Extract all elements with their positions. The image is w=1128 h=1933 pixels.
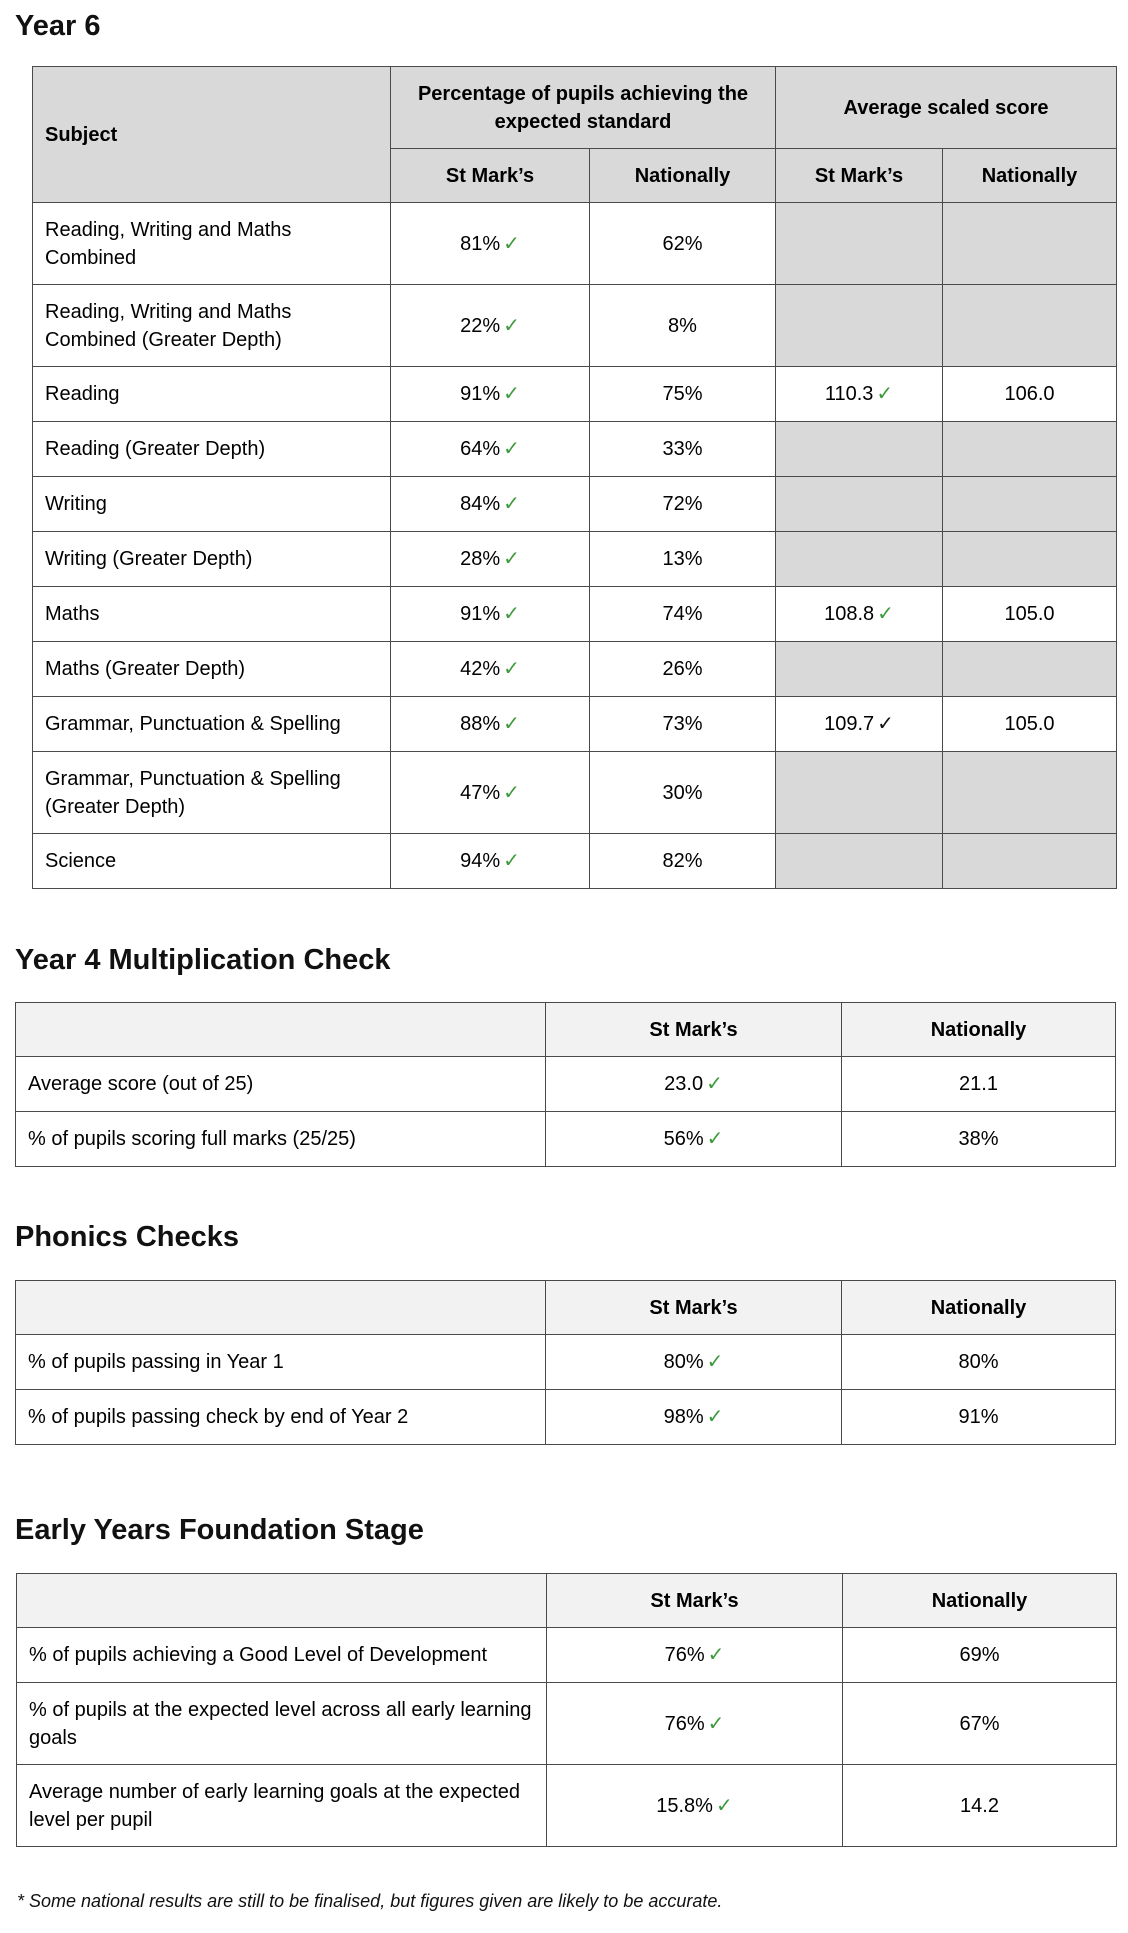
subject-cell: Reading	[33, 367, 391, 422]
nat-cell: 14.2	[843, 1765, 1117, 1847]
empty-cell	[776, 752, 943, 834]
tick-icon: ✓	[503, 232, 520, 255]
empty-cell	[776, 642, 943, 697]
label-cell: % of pupils scoring full marks (25/25)	[16, 1112, 546, 1167]
blank-header	[17, 1574, 547, 1628]
pct-st-cell: 84% ✓	[391, 477, 590, 532]
subject-cell: Reading, Writing and Maths Combined	[33, 203, 391, 285]
empty-cell	[943, 203, 1117, 285]
pct-st-cell: 22% ✓	[391, 285, 590, 367]
pct-nat-cell: 33%	[590, 422, 776, 477]
tick-icon: ✓	[503, 658, 520, 680]
empty-cell	[776, 203, 943, 285]
avg-nat-cell: 105.0	[943, 697, 1117, 752]
mult-table	[15, 1002, 1116, 1167]
subject-header: Subject	[33, 67, 391, 203]
tick-icon: ✓	[503, 603, 520, 625]
pct-group-header: Percentage of pupils achieving the expected standard	[391, 67, 776, 149]
table-row	[33, 532, 1117, 587]
pct-st-cell: 28% ✓	[391, 532, 590, 587]
pct-nat-cell: 74%	[590, 587, 776, 642]
year6-table	[32, 66, 1117, 889]
pct-nat-cell: 26%	[590, 642, 776, 697]
pct-st-cell: 88% ✓	[391, 697, 590, 752]
st-cell: 56% ✓	[546, 1112, 842, 1167]
subject-cell: Grammar, Punctuation & Spelling (Greater Depth)	[33, 752, 391, 834]
table-row	[17, 1683, 1117, 1765]
pct-st-cell: 91% ✓	[391, 587, 590, 642]
table-row	[17, 1628, 1117, 1683]
tick-icon: ✓	[503, 314, 520, 337]
pct-st-cell: 42% ✓	[391, 642, 590, 697]
nationally-header: Nationally	[843, 1574, 1117, 1628]
nat-cell: 67%	[843, 1683, 1117, 1765]
empty-cell	[776, 285, 943, 367]
st-marks-header: St Mark’s	[546, 1281, 842, 1335]
pct-st-cell: 91% ✓	[391, 367, 590, 422]
mult-heading: Year 4 Multiplication Check	[15, 944, 391, 976]
empty-cell	[776, 477, 943, 532]
tick-icon: ✓	[503, 850, 520, 872]
nat-cell: 38%	[842, 1112, 1116, 1167]
phonics-table	[15, 1280, 1116, 1445]
avg-st-cell: 110.3 ✓	[776, 367, 943, 422]
table-row	[33, 203, 1117, 285]
tick-icon: ✓	[707, 1644, 725, 1666]
table-row	[16, 1335, 1116, 1390]
pct-nat-cell: 30%	[590, 752, 776, 834]
subject-cell: Maths (Greater Depth)	[33, 642, 391, 697]
table-row	[33, 834, 1117, 889]
empty-cell	[943, 532, 1117, 587]
table-row	[33, 285, 1117, 367]
avg-st-cell: 109.7 ✓	[776, 697, 943, 752]
table-row	[33, 477, 1117, 532]
table-row	[17, 1765, 1117, 1847]
empty-cell	[943, 285, 1117, 367]
nat-cell: 21.1	[842, 1057, 1116, 1112]
pct-nat-cell: 13%	[590, 532, 776, 587]
eyfs-table	[16, 1573, 1117, 1847]
tick-icon: ✓	[503, 781, 520, 804]
st-marks-header: St Mark’s	[547, 1574, 843, 1628]
tick-icon: ✓	[706, 1128, 724, 1150]
empty-cell	[776, 834, 943, 889]
label-cell: Average number of early learning goals at the expected level per pupil	[17, 1765, 547, 1847]
subject-cell: Grammar, Punctuation & Spelling	[33, 697, 391, 752]
phonics-heading: Phonics Checks	[15, 1221, 240, 1253]
nationally-header: Nationally	[842, 1281, 1116, 1335]
tick-icon: ✓	[503, 383, 520, 405]
pct-st-cell: 81% ✓	[391, 203, 590, 285]
table-row	[33, 367, 1117, 422]
pct-nat-cell: 72%	[590, 477, 776, 532]
st-cell: 76% ✓	[547, 1683, 843, 1765]
tick-icon: ✓	[877, 603, 894, 625]
table-row	[33, 642, 1117, 697]
table-row	[33, 752, 1117, 834]
empty-cell	[943, 642, 1117, 697]
tick-icon: ✓	[876, 383, 894, 405]
subject-cell: Writing	[33, 477, 391, 532]
table-row	[33, 587, 1117, 642]
pct-st-cell: 94% ✓	[391, 834, 590, 889]
avg-nat-cell: 105.0	[943, 587, 1117, 642]
table-row	[16, 1390, 1116, 1445]
label-cell: % of pupils achieving a Good Level of Development	[17, 1628, 547, 1683]
avg-st-marks-header: St Mark’s	[776, 149, 943, 203]
table-row	[16, 1112, 1116, 1167]
pct-nat-cell: 73%	[590, 697, 776, 752]
subject-cell: Reading, Writing and Maths Combined (Greater Depth)	[33, 285, 391, 367]
tick-icon: ✓	[503, 548, 520, 570]
table-row	[33, 697, 1117, 752]
st-cell: 98% ✓	[546, 1390, 842, 1445]
subject-cell: Science	[33, 834, 391, 889]
tick-icon: ✓	[706, 1073, 723, 1095]
st-cell: 23.0 ✓	[546, 1057, 842, 1112]
st-cell: 15.8% ✓	[547, 1765, 843, 1847]
empty-cell	[776, 422, 943, 477]
avg-st-cell: 108.8 ✓	[776, 587, 943, 642]
pct-nat-cell: 62%	[590, 203, 776, 285]
tick-icon: ✓	[707, 1712, 725, 1735]
empty-cell	[943, 477, 1117, 532]
label-cell: % of pupils passing check by end of Year 2	[16, 1390, 546, 1445]
pct-st-marks-header: St Mark’s	[391, 149, 590, 203]
tick-icon: ✓	[503, 493, 520, 515]
nationally-header: Nationally	[842, 1003, 1116, 1057]
table-row	[16, 1057, 1116, 1112]
label-cell: % of pupils at the expected level across all early learning goals	[17, 1683, 547, 1765]
label-cell: Average score (out of 25)	[16, 1057, 546, 1112]
tick-icon: ✓	[503, 713, 520, 735]
pct-nat-cell: 82%	[590, 834, 776, 889]
pct-st-cell: 47% ✓	[391, 752, 590, 834]
empty-cell	[943, 422, 1117, 477]
tick-icon: ✓	[877, 713, 894, 735]
empty-cell	[943, 752, 1117, 834]
pct-nat-cell: 8%	[590, 285, 776, 367]
subject-cell: Maths	[33, 587, 391, 642]
tick-icon: ✓	[706, 1351, 724, 1373]
pct-nat-cell: 75%	[590, 367, 776, 422]
avg-group-header: Average scaled score	[776, 67, 1117, 149]
label-cell: % of pupils passing in Year 1	[16, 1335, 546, 1390]
subject-cell: Writing (Greater Depth)	[33, 532, 391, 587]
blank-header	[16, 1003, 546, 1057]
footnote: * Some national results are still to be finalised, but figures given are likely to be accurate.	[17, 1891, 723, 1911]
st-cell: 80% ✓	[546, 1335, 842, 1390]
table-row	[33, 422, 1117, 477]
tick-icon: ✓	[706, 1406, 724, 1428]
st-marks-header: St Mark’s	[546, 1003, 842, 1057]
blank-header	[16, 1281, 546, 1335]
pct-nationally-header: Nationally	[590, 149, 776, 203]
eyfs-heading: Early Years Foundation Stage	[15, 1514, 424, 1546]
nat-cell: 91%	[842, 1390, 1116, 1445]
st-cell: 76% ✓	[547, 1628, 843, 1683]
nat-cell: 69%	[843, 1628, 1117, 1683]
tick-icon: ✓	[715, 1794, 733, 1817]
empty-cell	[943, 834, 1117, 889]
tick-icon: ✓	[503, 438, 520, 460]
nat-cell: 80%	[842, 1335, 1116, 1390]
year6-heading: Year 6	[15, 10, 101, 42]
avg-nat-cell: 106.0	[943, 367, 1117, 422]
subject-cell: Reading (Greater Depth)	[33, 422, 391, 477]
pct-st-cell: 64% ✓	[391, 422, 590, 477]
avg-nationally-header: Nationally	[943, 149, 1117, 203]
empty-cell	[776, 532, 943, 587]
